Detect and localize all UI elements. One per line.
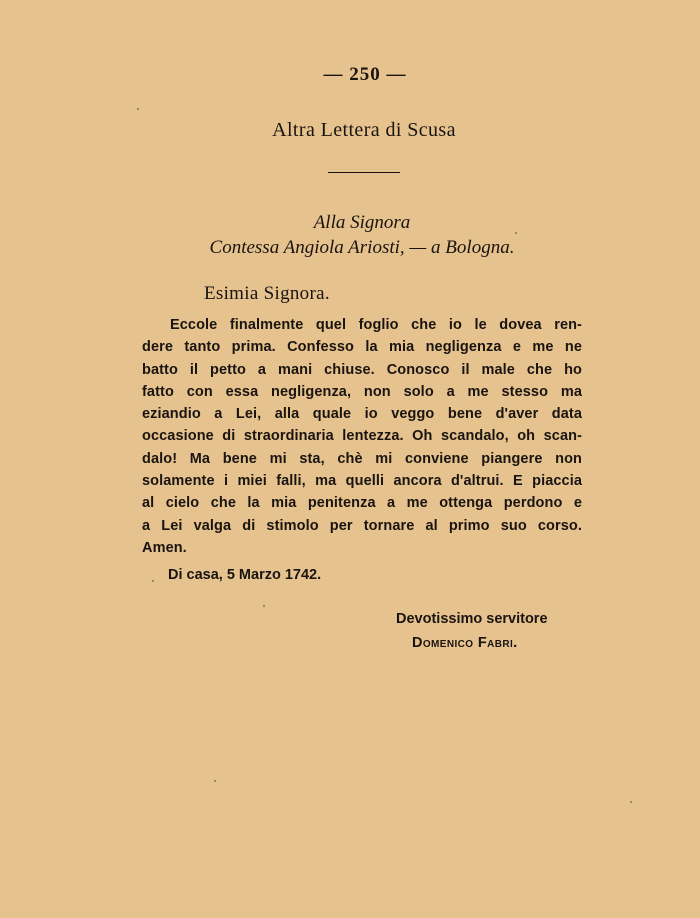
salutation: Esimia Signora. xyxy=(204,283,330,304)
letter-date: Di casa, 5 Marzo 1742. xyxy=(168,567,322,583)
title-divider xyxy=(328,172,400,173)
paper-speck xyxy=(630,801,632,803)
addressee-line-2: Contessa Angiola Ariosti, — a Bologna. xyxy=(209,237,515,258)
paper-speck xyxy=(214,780,216,782)
body-line: eziandio a Lei, alla quale io veggo bene d'aver data xyxy=(142,406,582,423)
addressee-line-1: Alla Signora xyxy=(313,212,411,233)
body-line: dere tanto prima. Confesso la mia negligenza e me ne xyxy=(142,339,582,356)
paper-speck xyxy=(263,605,265,607)
paper-speck xyxy=(137,108,139,110)
page-number: — 250 — xyxy=(323,64,407,85)
body-line: Amen. xyxy=(142,539,187,556)
body-line: dalo! Ma bene mi sta, chè mi conviene piangere non xyxy=(142,450,582,467)
letter-body xyxy=(142,314,582,559)
paper-speck xyxy=(515,232,517,234)
body-line: batto il petto a mani chiuse. Conosco il male che ho xyxy=(142,361,582,378)
body-line: Eccole finalmente quel foglio che io le dovea ren- xyxy=(170,317,582,333)
letter-closing: Devotissimo servitore xyxy=(396,611,548,627)
body-line: solamente i miei falli, ma quelli ancora d'altrui. E piaccia xyxy=(142,473,582,490)
body-line: occasione di straordinaria lentezza. Oh scandalo, oh scan- xyxy=(142,428,582,445)
letter-title: Altra Lettera di Scusa xyxy=(272,119,456,141)
paper-speck xyxy=(152,580,154,582)
body-line: a Lei valga di stimolo per tornare al primo suo corso. xyxy=(142,517,582,534)
letter-signature: Domenico Fabri. xyxy=(412,635,518,651)
body-line: al cielo che la mia penitenza a me ottenga perdono e xyxy=(142,495,582,512)
body-line: fatto con essa negligenza, non solo a me stesso ma xyxy=(142,383,582,400)
